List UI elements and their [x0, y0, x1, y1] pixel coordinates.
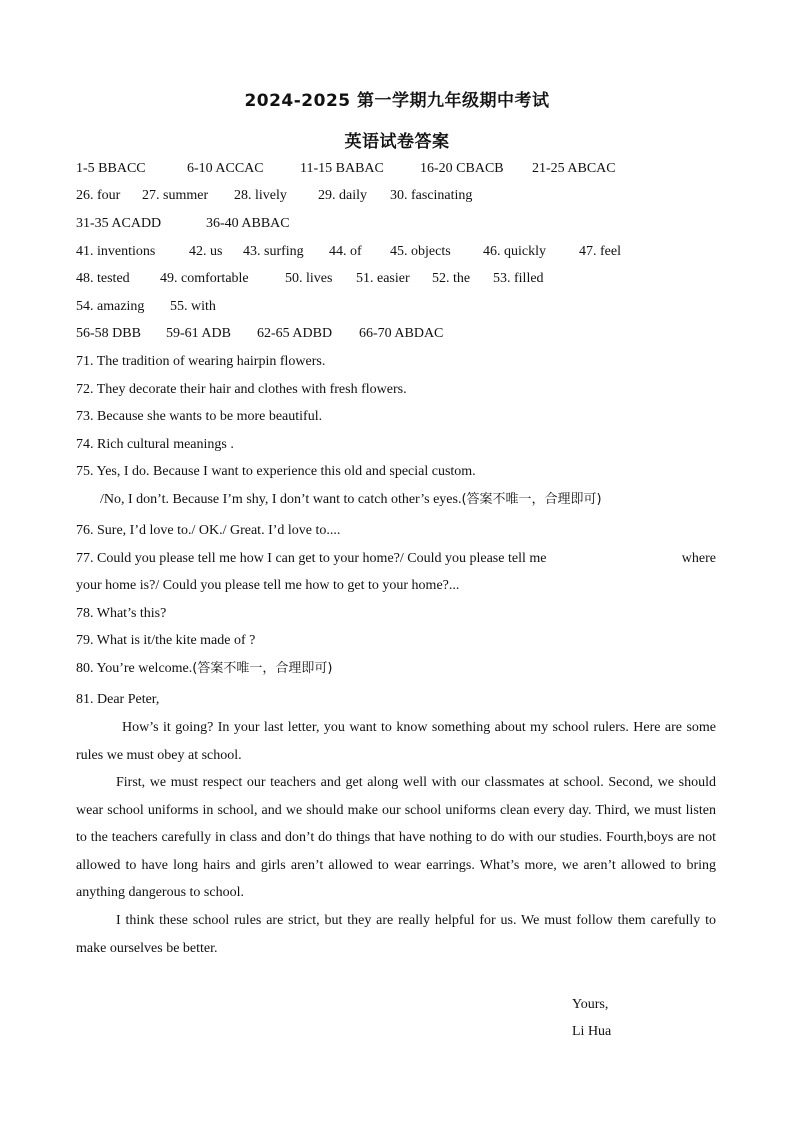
answer-75-yes: 75. Yes, I do. Because I want to experience this old and special custom. [76, 464, 476, 479]
answer-74: 74. Rich cultural meanings . [76, 437, 234, 452]
page-title: 2024-2025 第一学期九年级期中考试 [244, 91, 550, 111]
answer-group: 36-40 ABBAC [206, 216, 290, 231]
answer-item: 42. us [189, 244, 223, 259]
answer-group: 16-20 CBACB [420, 161, 504, 176]
answer-item: 55. with [170, 299, 216, 314]
answer-71: 71. The tradition of wearing hairpin flowers. [76, 354, 326, 369]
answer-item: 44. of [329, 244, 362, 259]
answer-item: 45. objects [390, 244, 451, 259]
answer-76: 76. Sure, I’d love to./ OK./ Great. I’d love to.... [76, 523, 341, 538]
answer-77-line2: your home is?/ Could you please tell me how to get to your home?... [76, 578, 460, 593]
answer-group: 56-58 DBB [76, 326, 141, 341]
answer-item: 28. lively [234, 188, 287, 203]
page-subtitle: 英语试卷答案 [344, 132, 450, 152]
letter-paragraph-1: How’s it going? In your last letter, you want to know something about my school rulers. Here are some rules we must obey at school. [76, 720, 716, 763]
answer-item: 50. lives [285, 271, 333, 286]
answer-group: 66-70 ABDAC [359, 326, 444, 341]
answer-80-text: 80. You’re welcome. [76, 661, 193, 676]
answer-78: 78. What’s this? [76, 606, 167, 621]
answer-80 [76, 660, 332, 678]
letter-signature: Li Hua [572, 1024, 612, 1039]
answer-group: 31-35 ACADD [76, 216, 162, 231]
answer-75-no [100, 491, 602, 509]
answer-group: 11-15 BABAC [300, 161, 384, 176]
answer-item: 46. quickly [483, 244, 546, 259]
answer-item: 54. amazing [76, 299, 145, 314]
letter-closing: Yours, [572, 997, 609, 1012]
answer-81-greeting: 81. Dear Peter, [76, 692, 160, 707]
answer-77-text: 77. Could you please tell me how I can get to your home?/ Could you please tell me [76, 551, 547, 566]
answer-item: 52. the [432, 271, 471, 286]
answer-item: 48. tested [76, 271, 130, 286]
answer-item: 51. easier [356, 271, 410, 286]
answer-note: (答案不唯一，合理即可) [192, 661, 333, 676]
answer-79: 79. What is it/the kite made of ? [76, 633, 256, 648]
answer-item: 43. surfing [243, 244, 304, 259]
answer-item: 26. four [76, 188, 121, 203]
answer-group: 1-5 BBACC [76, 161, 146, 176]
answer-item: 30. fascinating [390, 188, 473, 203]
letter-paragraph-2: First, we must respect our teachers and get along well with our classmates at school. Second, we should wear school uniforms in school, and we should make our school uniforms clean every day. Third, we must listen to the teachers carefully in class and don’t do things that have nothing to do with our studies. Fourth,boys are not allowed to have long hairs and girls aren’t allowed to wear earrings. What’s more, we aren’t allowed to bring anything dangerous to school. [76, 775, 716, 900]
answer-73: 73. Because she wants to be more beautiful. [76, 409, 323, 424]
answer-item: 29. daily [318, 188, 367, 203]
answer-group: 62-65 ADBD [257, 326, 333, 341]
answer-group: 21-25 ABCAC [532, 161, 616, 176]
letter-paragraph-3: I think these school rules are strict, but they are really helpful for us. We must follow them carefully to make ourselves be better. [76, 913, 716, 956]
answer-item: 27. summer [142, 188, 209, 203]
answer-group: 6-10 ACCAC [187, 161, 264, 176]
answer-item: 49. comfortable [160, 271, 249, 286]
answer-item: 53. filled [493, 271, 544, 286]
answer-77-line1 [76, 550, 716, 568]
answer-75-no-text: /No, I don’t. Because I’m shy, I don’t want to catch other’s eyes. [100, 492, 462, 507]
answer-group: 59-61 ADB [166, 326, 231, 341]
answer-72: 72. They decorate their hair and clothes with fresh flowers. [76, 382, 407, 397]
answer-77-end: where [681, 551, 716, 566]
answer-item: 41. inventions [76, 244, 156, 259]
answer-note: (答案不唯一，合理即可) [461, 492, 602, 507]
answer-item: 47. feel [579, 244, 621, 259]
